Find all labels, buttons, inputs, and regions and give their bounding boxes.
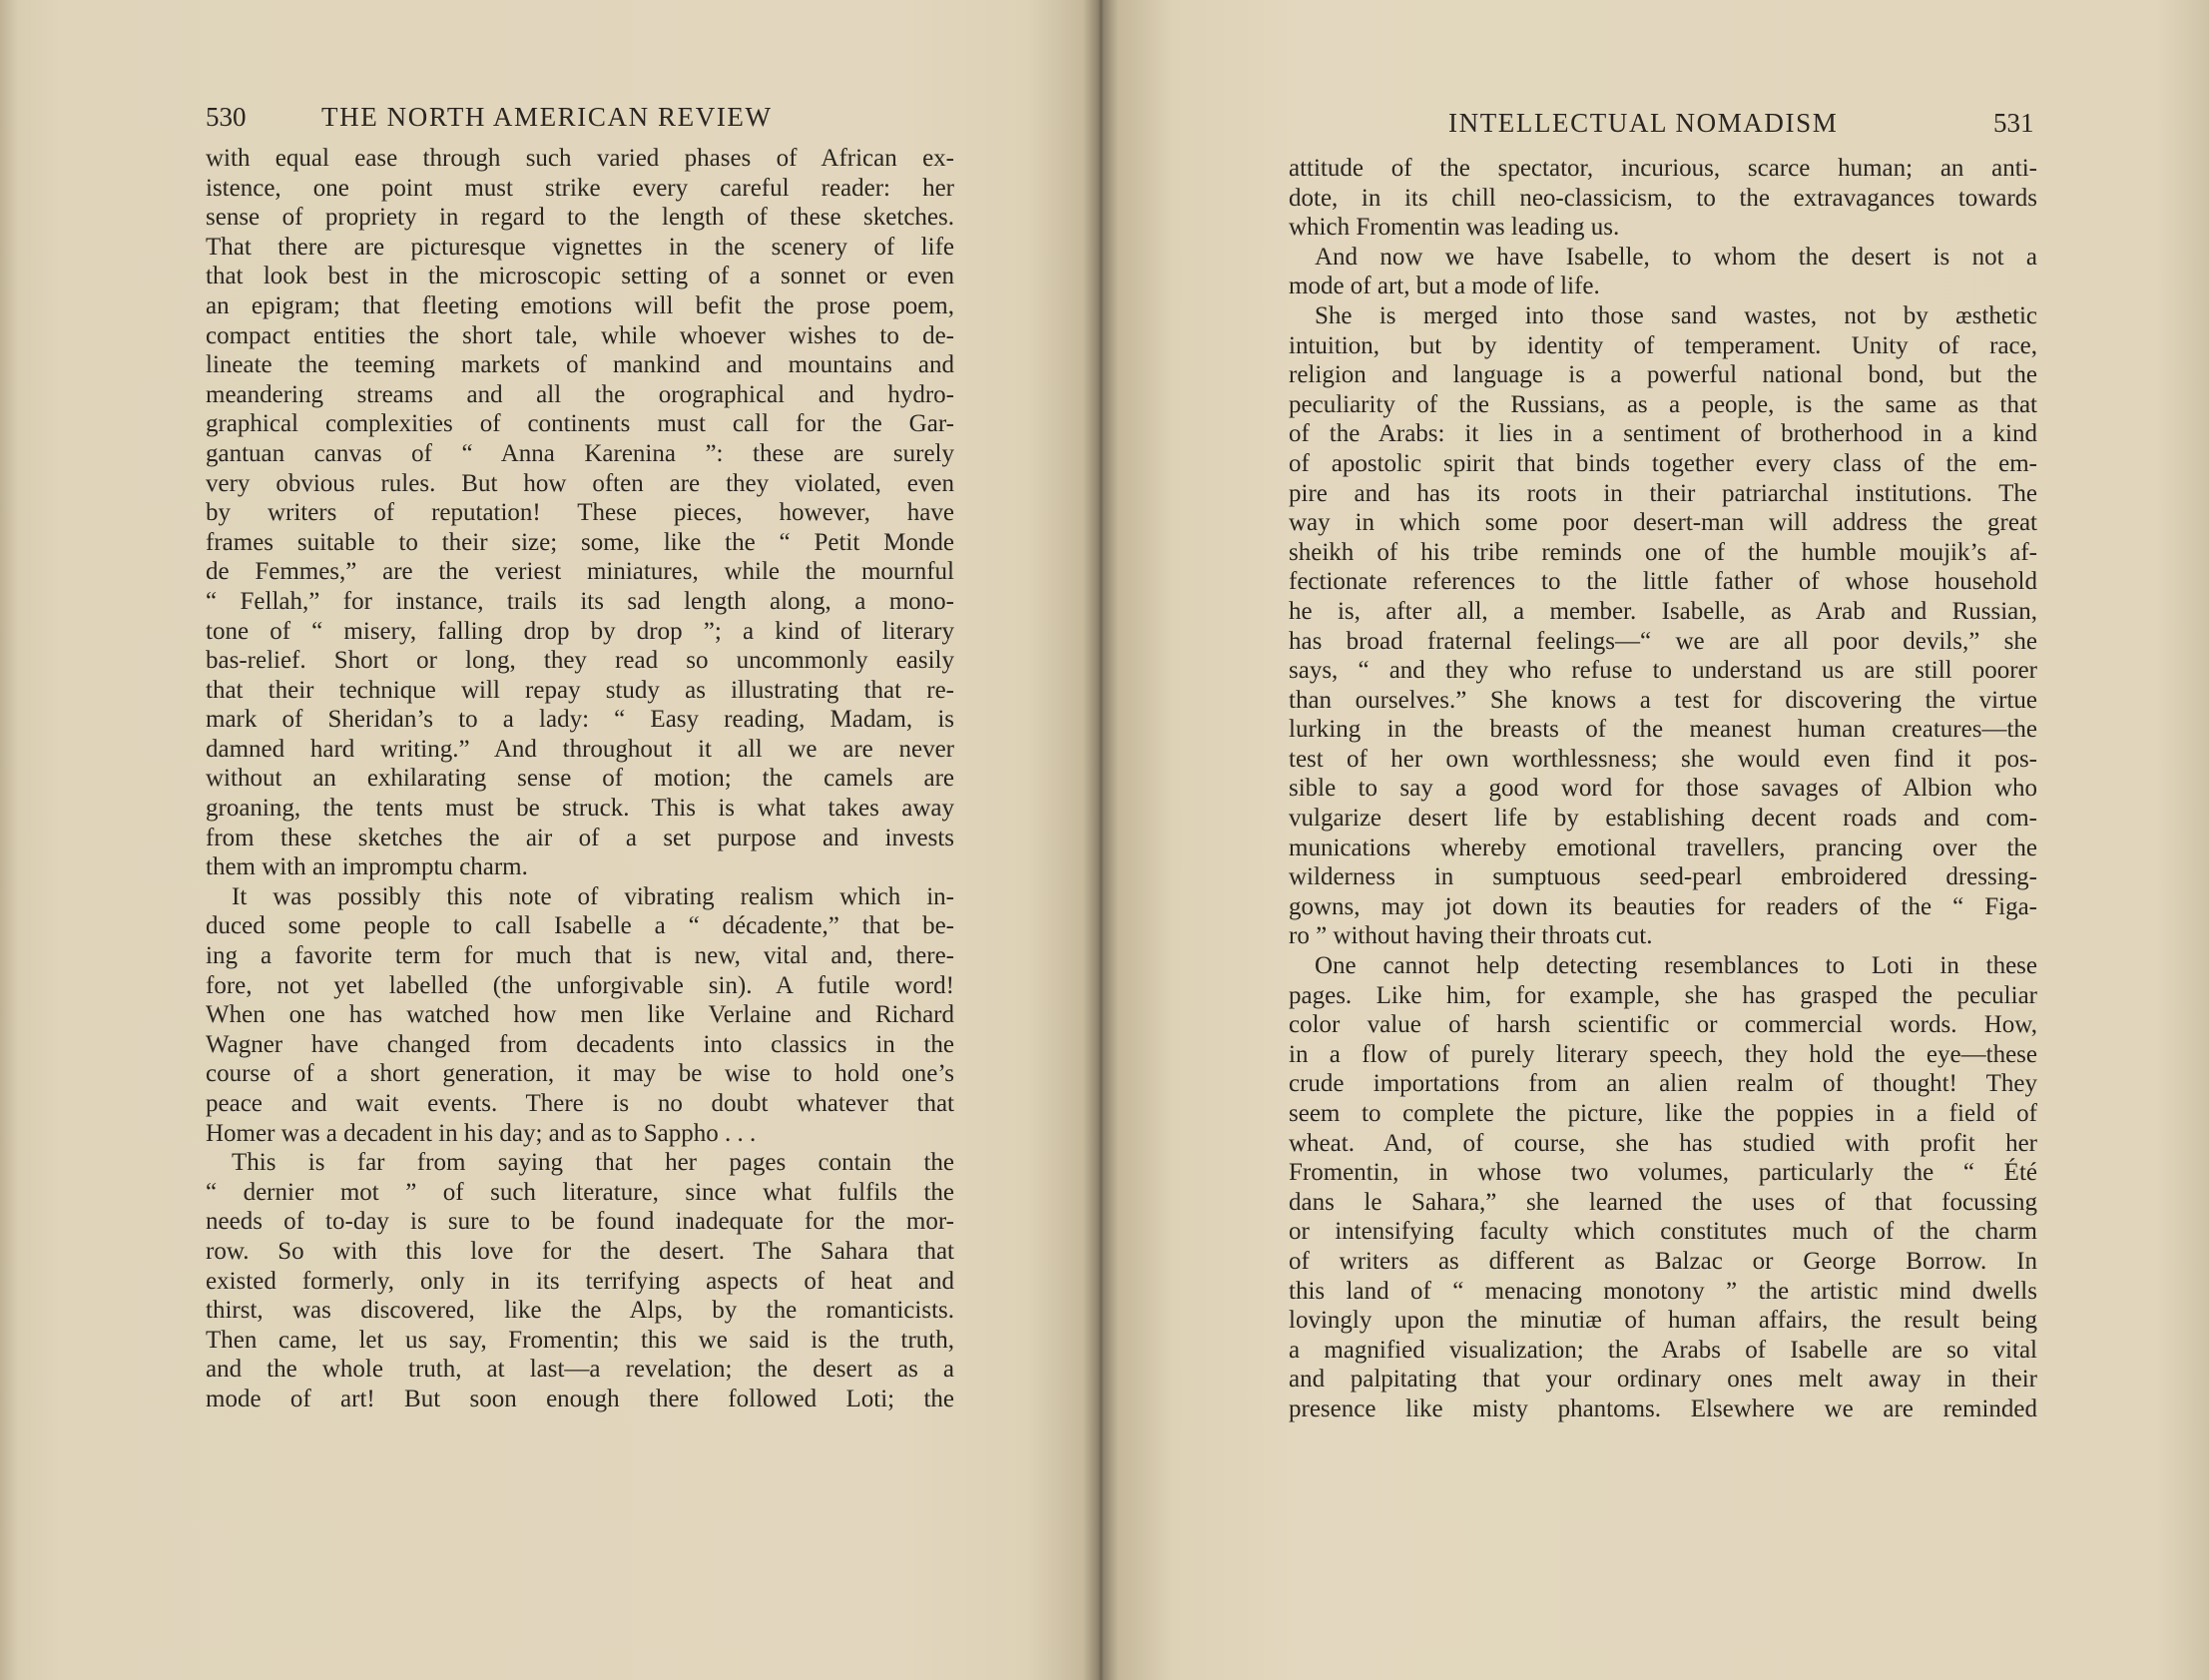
text-line: row. So with this love for the desert. The Sahara that [206, 1237, 954, 1265]
page-number: 531 [1993, 108, 2034, 138]
text-line: than ourselves.” She knows a test for discovering the virtue [1289, 686, 2037, 714]
text-line: lurking in the breasts of the meanest human creatures—the [1289, 716, 2037, 744]
text-line: peculiarity of the Russians, as a people, is the same as that [1289, 390, 2037, 418]
text-line: fectionate references to the little father of whose household [1289, 568, 2037, 596]
text-line: Then came, let us say, Fromentin; this we said is the truth, [206, 1326, 954, 1354]
text-line: Homer was a decadent in his day; and as to Sappho . . . [206, 1119, 757, 1147]
text-line: of the Arabs: it lies in a sentiment of brotherhood in a kind [1289, 420, 2037, 448]
text-line: says, “ and they who refuse to understand us are still poorer [1289, 657, 2037, 685]
text-line: “ Fellah,” for instance, trails its sad length along, a mono- [206, 587, 954, 615]
text-line: She is merged into those sand wastes, not by æsthetic [1315, 301, 2037, 329]
text-line: That there are picturesque vignettes in the scenery of life [206, 233, 954, 261]
text-line: ro ” without having their throats cut. [1289, 922, 1653, 950]
text-line: gantuan canvas of “ Anna Karenina ”: these are surely [206, 439, 954, 467]
text-line: munications whereby emotional travellers, prancing over the [1289, 834, 2037, 861]
text-line: This is far from saying that her pages contain the [232, 1149, 954, 1177]
text-line: and palpitating that your ordinary ones melt away in their [1289, 1366, 2037, 1394]
text-line: thirst, was discovered, like the Alps, by the romanticists. [206, 1297, 954, 1325]
text-line: “ dernier mot ” of such literature, since what fulfils the [206, 1178, 954, 1206]
text-line: test of her own worthlessness; she would even find it pos- [1289, 745, 2037, 773]
text-line: meandering streams and all the orographical and hydro- [206, 380, 954, 408]
text-line: lineate the teeming markets of mankind and mountains and [206, 351, 954, 379]
text-line: It was possibly this note of vibrating realism which in- [232, 882, 954, 910]
text-line: course of a short generation, it may be wise to hold one’s [206, 1060, 954, 1088]
text-line: wilderness in sumptuous seed-pearl embroidered dressing- [1289, 863, 2037, 891]
text-line: Wagner have changed from decadents into classics in the [206, 1030, 954, 1058]
text-line: sheikh of his tribe reminds one of the humble moujik’s af- [1289, 538, 2037, 566]
text-line: groaning, the tents must be struck. This is what takes away [206, 795, 954, 823]
text-line: And now we have Isabelle, to whom the desert is not a [1315, 243, 2037, 271]
text-line: way in which some poor desert-man will address the great [1289, 509, 2037, 537]
text-line: peace and wait events. There is no doubt whatever that [206, 1090, 954, 1117]
text-line: mark of Sheridan’s to a lady: “ Easy reading, Madam, is [206, 706, 954, 734]
text-line: wheat. And, of course, she has studied with profit her [1289, 1129, 2037, 1157]
text-line: mode of art, but a mode of life. [1289, 273, 1600, 300]
text-line: religion and language is a powerful national bond, but the [1289, 361, 2037, 389]
text-line: de Femmes,” are the veriest miniatures, while the mournful [206, 558, 954, 586]
text-line: a magnified visualization; the Arabs of Isabelle are so vital [1289, 1336, 2037, 1364]
text-line: When one has watched how men like Verlaine and Richard [206, 1001, 954, 1029]
running-head: THE NORTH AMERICAN REVIEW [321, 102, 773, 132]
left-page [0, 0, 1098, 1680]
running-head: INTELLECTUAL NOMADISM [1448, 108, 1839, 138]
text-line: intuition, but by identity of temperament. Unity of race, [1289, 331, 2037, 359]
text-line: pages. Like him, for example, she has grasped the peculiar [1289, 981, 2037, 1009]
text-line: of writers as different as Balzac or George Borrow. In [1289, 1247, 2037, 1275]
text-line: gowns, may jot down its beauties for readers of the “ Figa- [1289, 892, 2037, 920]
text-line: needs of to-day is sure to be found inadequate for the mor- [206, 1208, 954, 1236]
text-line: dote, in its chill neo-classicism, to the extravagances towards [1289, 184, 2037, 212]
text-line: which Fromentin was leading us. [1289, 214, 1620, 242]
text-line: them with an impromptu charm. [206, 853, 528, 881]
text-line: compact entities the short tale, while whoever wishes to de- [206, 321, 954, 349]
text-line: duced some people to call Isabelle a “ décadente,” that be- [206, 912, 954, 940]
text-line: tone of “ misery, falling drop by drop ”; a kind of literary [206, 617, 954, 645]
page-number: 530 [206, 102, 247, 132]
text-line: damned hard writing.” And throughout it all we are never [206, 735, 954, 763]
text-line: fore, not yet labelled (the unforgivable sin). A futile word! [206, 971, 954, 999]
text-line: of apostolic spirit that binds together every class of the em- [1289, 449, 2037, 477]
text-line: sible to say a good word for those savages of Albion who [1289, 775, 2037, 803]
text-line: in a flow of purely literary speech, they hold the eye—these [1289, 1040, 2037, 1068]
text-line: has broad fraternal feelings—“ we are all poor devils,” she [1289, 627, 2037, 655]
text-line: crude importations from an alien realm of thought! They [1289, 1070, 2037, 1098]
text-line: or intensifying faculty which constitutes much of the charm [1289, 1218, 2037, 1246]
text-line: seem to complete the picture, like the poppies in a field of [1289, 1100, 2037, 1127]
body-text [1289, 154, 2037, 1424]
text-line: vulgarize desert life by establishing decent roads and com- [1289, 805, 2037, 833]
text-line: istence, one point must strike every careful reader: her [206, 174, 954, 202]
text-line: without an exhilarating sense of motion; the camels are [206, 765, 954, 793]
text-line: bas-relief. Short or long, they read so uncommonly easily [206, 647, 954, 675]
text-line: that their technique will repay study as illustrating that re- [206, 676, 954, 704]
text-line: by writers of reputation! These pieces, however, have [206, 499, 954, 527]
body-text [206, 144, 954, 1414]
text-line: presence like misty phantoms. Elsewhere we are reminded [1289, 1395, 2037, 1422]
text-line: very obvious rules. But how often are they violated, even [206, 469, 954, 497]
text-line: color value of harsh scientific or commercial words. How, [1289, 1011, 2037, 1039]
text-line: Fromentin, in whose two volumes, particularly the “ Été [1289, 1159, 2037, 1187]
text-line: ing a favorite term for much that is new, vital and, there- [206, 942, 954, 970]
text-line: sense of propriety in regard to the length of these sketches. [206, 204, 954, 232]
text-line: mode of art! But soon enough there followed Loti; the [206, 1385, 954, 1412]
text-line: that look best in the microscopic setting of a sonnet or even [206, 263, 954, 290]
text-line: attitude of the spectator, incurious, scarce human; an anti- [1289, 155, 2037, 182]
text-line: this land of “ menacing monotony ” the artistic mind dwells [1289, 1277, 2037, 1305]
text-line: an epigram; that fleeting emotions will befit the prose poem, [206, 291, 954, 319]
text-line: with equal ease through such varied phases of African ex- [206, 145, 954, 172]
text-line: pire and has its roots in their patriarchal institutions. The [1289, 479, 2037, 507]
text-line: lovingly upon the minutiæ of human affairs, the result being [1289, 1307, 2037, 1335]
right-page [1104, 0, 2209, 1680]
text-line: existed formerly, only in its terrifying aspects of heat and [206, 1267, 954, 1295]
text-line: frames suitable to their size; some, like the “ Petit Monde [206, 528, 954, 556]
text-line: graphical complexities of continents must call for the Gar- [206, 410, 954, 438]
text-line: One cannot help detecting resemblances to Loti in these [1315, 952, 2037, 980]
text-line: he is, after all, a member. Isabelle, as Arab and Russian, [1289, 597, 2037, 625]
text-line: and the whole truth, at last—a revelation; the desert as a [206, 1356, 954, 1384]
text-line: from these sketches the air of a set purpose and invests [206, 824, 954, 851]
text-line: dans le Sahara,” she learned the uses of that focussing [1289, 1188, 2037, 1216]
